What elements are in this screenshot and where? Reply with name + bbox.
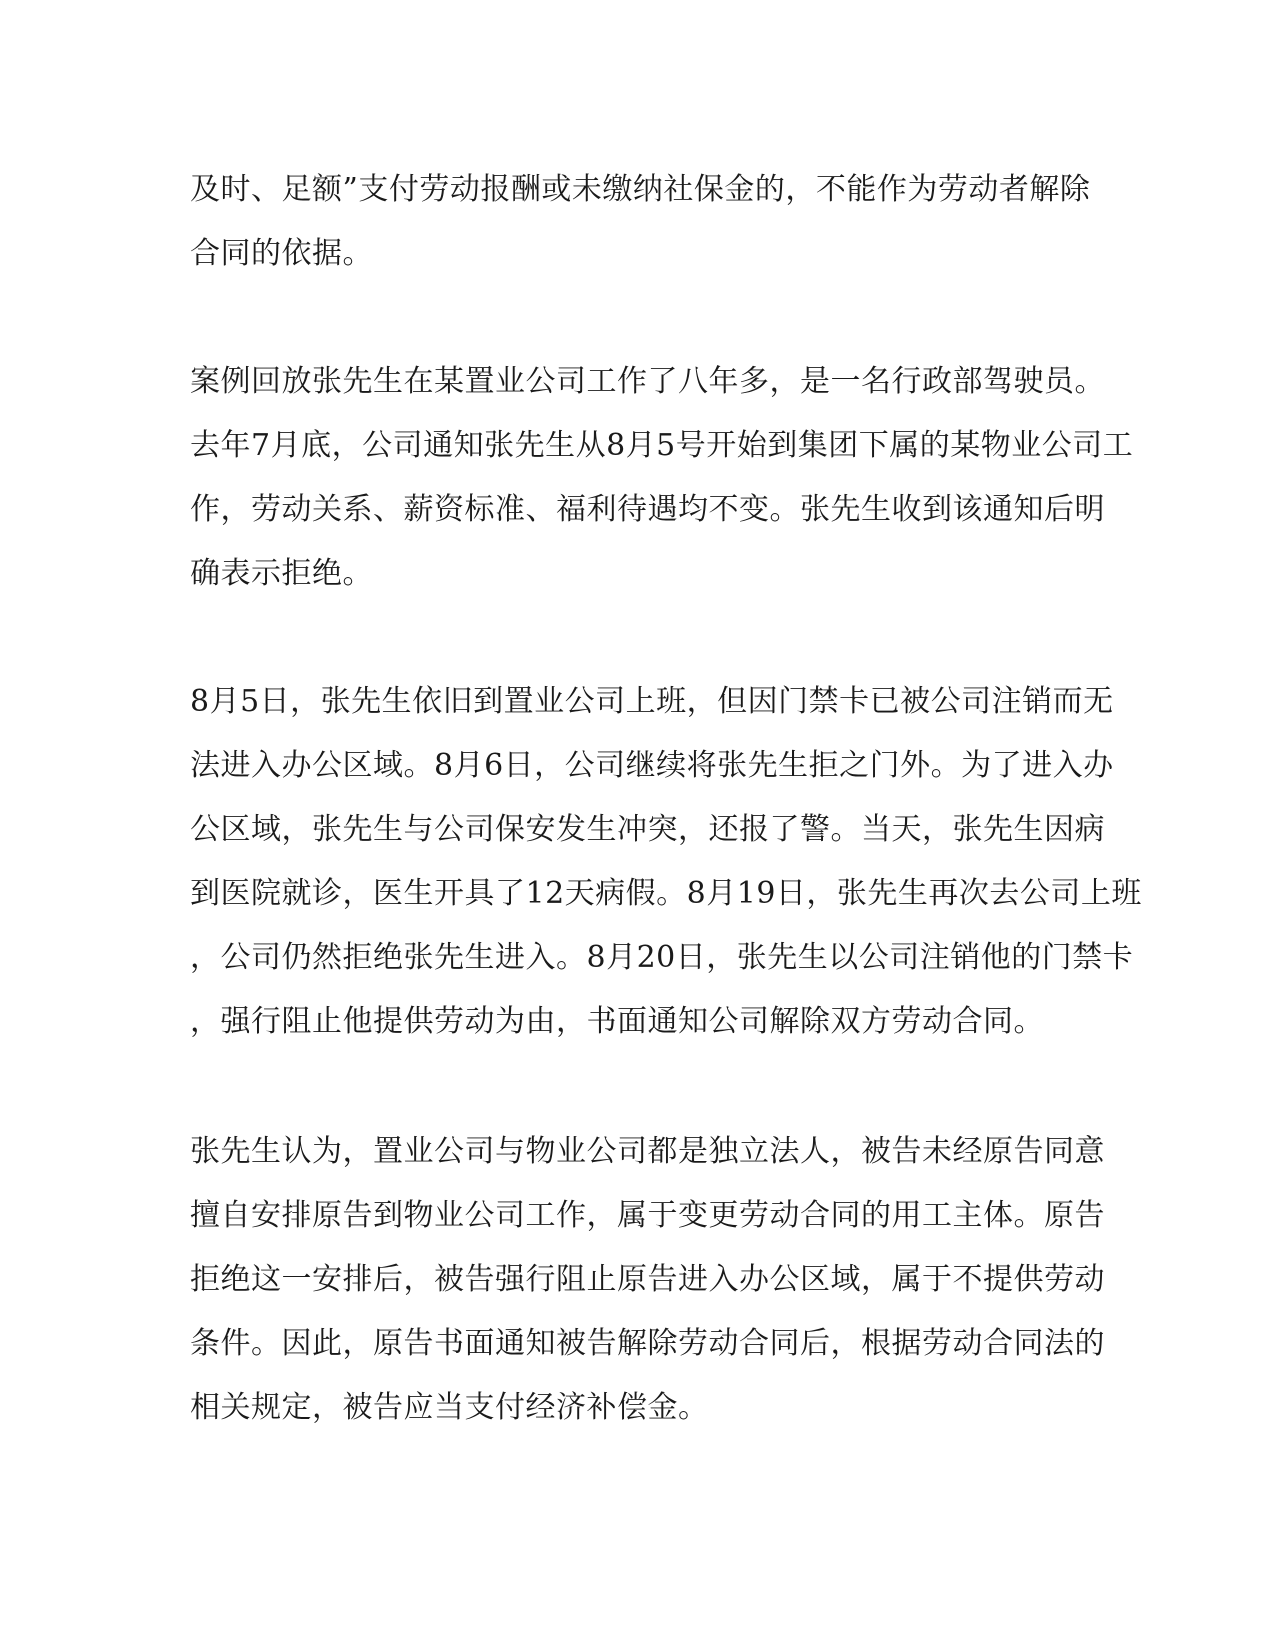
text-line: 及时、足额”支付劳动报酬或未缴纳社保金的，不能作为劳动者解除 (190, 172, 1091, 207)
text-line: 公区域，张先生与公司保安发生冲突，还报了警。当天，张先生因病 (190, 812, 1105, 847)
text-line: ，强行阻止他提供劳动为由，书面通知公司解除双方劳动合同。 (190, 1004, 1044, 1039)
text-line: 去年7月底，公司通知张先生从8月5号开始到集团下属的某物业公司工 (190, 428, 1134, 463)
text-line: 法进入办公区域。8月6日，公司继续将张先生拒之门外。为了进入办 (190, 748, 1114, 783)
text-line: ，公司仍然拒绝张先生进入。8月20日，张先生以公司注销他的门禁卡 (190, 940, 1134, 975)
paragraph-2 (190, 350, 1134, 606)
text-line: 条件。因此，原告书面通知被告解除劳动合同后，根据劳动合同法的 (190, 1326, 1105, 1361)
paragraph-4 (190, 1120, 1105, 1440)
text-line: 张先生认为，置业公司与物业公司都是独立法人，被告未经原告同意 (190, 1134, 1105, 1169)
text-line: 作，劳动关系、薪资标准、福利待遇均不变。张先生收到该通知后明 (190, 492, 1105, 527)
text-line: 到医院就诊，医生开具了12天病假。8月19日，张先生再次去公司上班 (190, 876, 1142, 911)
text-line: 案例回放张先生在某置业公司工作了八年多，是一名行政部驾驶员。 (190, 364, 1105, 399)
text-line: 8月5日，张先生依旧到置业公司上班，但因门禁卡已被公司注销而无 (190, 684, 1114, 719)
text-line: 擅自安排原告到物业公司工作，属于变更劳动合同的用工主体。原告 (190, 1198, 1105, 1233)
text-line: 确表示拒绝。 (190, 556, 373, 591)
text-line: 合同的依据。 (190, 236, 373, 271)
paragraph-1 (190, 158, 1090, 286)
paragraph-3 (190, 670, 1142, 1054)
text-line: 拒绝这一安排后，被告强行阻止原告进入办公区域，属于不提供劳动 (190, 1262, 1105, 1297)
text-line: 相关规定，被告应当支付经济补偿金。 (190, 1390, 709, 1425)
